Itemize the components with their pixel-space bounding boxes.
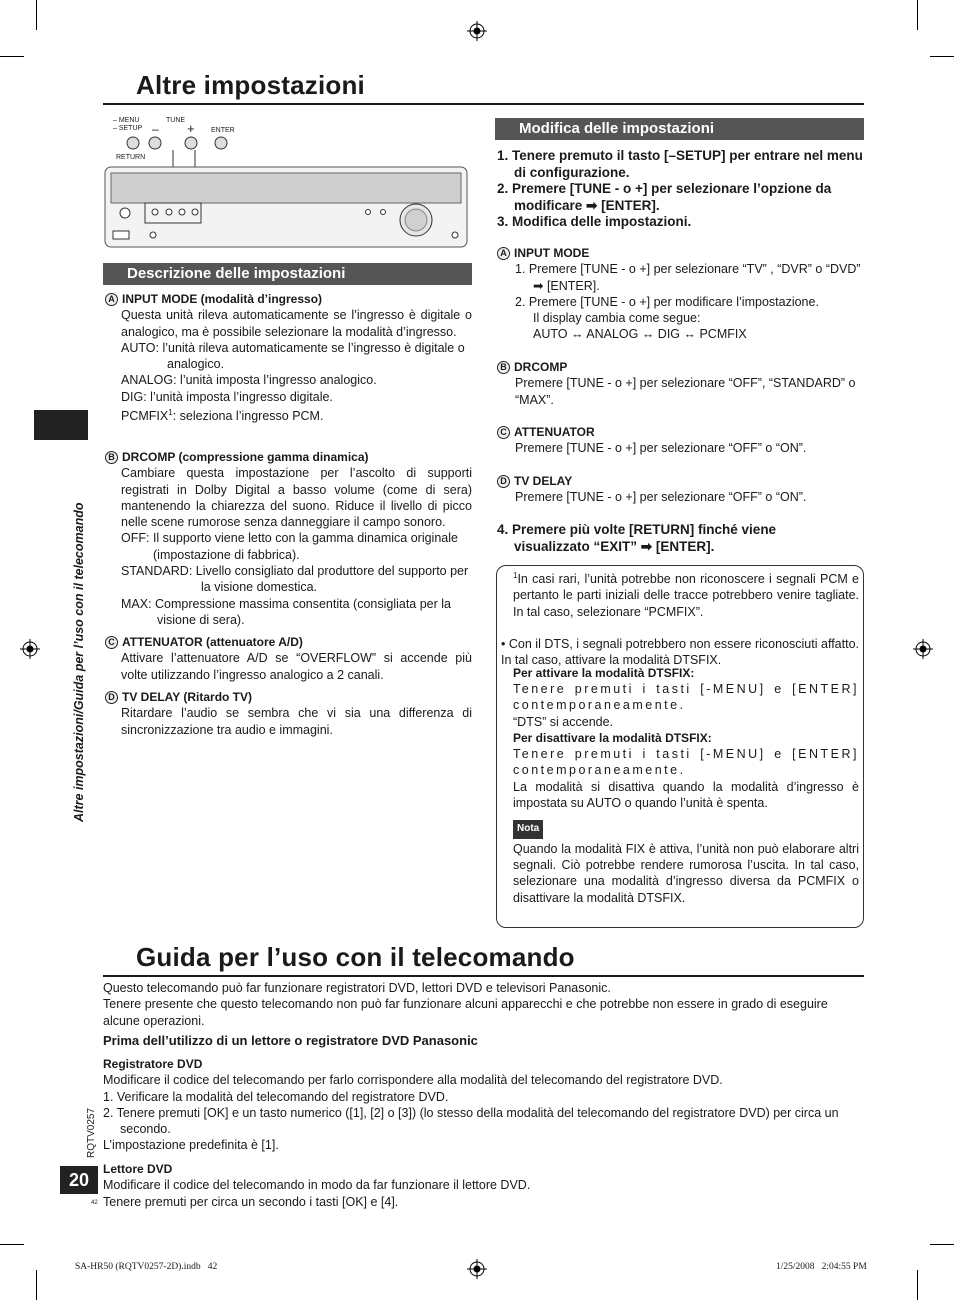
section-title: Guida per l’uso con il telecomando [136,942,575,972]
title-rule [103,975,864,977]
crop-mark [36,0,37,30]
desc-a-dig: DIG: l’unità imposta l’ingresso digitale. [121,389,333,404]
nota-label: Nota [513,820,543,838]
activate-body: Tenere premuti i tasti [-MENU] e [ENTER] contemporaneamente. [513,681,859,713]
modify-b [497,359,864,408]
desc-a [105,291,472,425]
modify-steps [497,148,864,231]
deactivate-note: La modalità si disattiva quando la modalità d’ingresso è impostata su AUTO o quando l’unità è spenta. [513,779,859,811]
activate-result: “DTS” si accende. [513,714,614,729]
footer-date: 1/25/2008 2:04:55 PM [776,1262,867,1272]
remote-subhead: Prima dell’utilizzo di un lettore o registratore DVD Panasonic [103,1033,478,1048]
desc-d [105,689,472,738]
modify-c [497,424,864,457]
desc-c [105,634,472,683]
desc-c-heading: ATTENUATOR (attenuatore A/D) [122,635,303,649]
crop-mark [930,1244,954,1245]
desc-a-pcmfix: PCMFIX$^1$: seleziona l’ingresso PCM. [121,408,324,424]
modify-step-2: 2. Premere [TUNE - o +] per selezionare l’opzione da modificare ➡ [ENTER]. [497,181,832,213]
modify-b-body: Premere [TUNE - o +] per selezionare “OFF”, “STANDARD” o “MAX”. [515,376,856,407]
panel-label-tune: TUNE [166,117,186,124]
modify-a-item-1: 1. Premere [TUNE - o +] per selezionare “TV” , “DVR” o “DVD” ➡ [ENTER]. [515,262,861,293]
modify-step-4: 4. Premere più volte [RETURN] finché viene visualizzato “EXIT” ➡ [ENTER]. [497,522,777,554]
panel-label-enter: ENTER [211,127,235,134]
modify-a-item-2: 2. Premere [TUNE - o +] per modificare l’impostazione. [515,294,819,309]
crop-mark [917,1270,918,1300]
recorder-step-2: 2. Tenere premuti [OK] e un tasto numerico ([1], [2] o [3]) (lo stesso della modalità del telecomando del registratore DVD) per circa un secondo. [103,1105,839,1137]
footnote: $^1$In casi rari, l’unità potrebbe non riconoscere i segnali PCM e pertanto le parti iniziali delle tracce potrebbero venire tagliate. In tal caso, selezionare “PCMFIX”. [513,571,859,619]
desc-a-auto: AUTO: l’unità rileva automaticamente se l’ingresso è digitale o analogico. [121,340,465,372]
desc-a-body: Questa unità rileva automaticamente se l’ingresso è digitale o analogico, ma è possibile selezionare la modalità d’ingresso. [121,308,472,339]
section-bar: Modifica delle impostazioni [495,118,864,140]
panel-label-plus: + [187,121,195,136]
side-tab [34,410,88,440]
notes-content [501,568,859,906]
player-block [103,1161,865,1210]
desc-c-body: Attivare l’attenuatore A/D se “OVERFLOW” si accende più volte utilizzando l’ingresso analogico a 2 canali. [121,651,472,682]
modify-b-heading: DRCOMP [514,360,568,374]
registration-mark-icon [467,21,487,41]
page-title: Altre impostazioni [136,70,365,100]
desc-b [105,449,472,628]
side-tab-text: Altre impostazioni/Guida per l’uso con il telecomando [72,502,86,822]
remote-intro [103,980,865,1029]
badge-a-icon: A [105,293,118,306]
modify-step-1: 1. Tenere premuto il tasto [–SETUP] per entrare nel menu di configurazione. [497,148,863,180]
doc-code: RQTV0257 [86,1107,97,1158]
panel-label-minus: – [152,122,159,136]
badge-c-icon: C [497,426,510,439]
desc-b-body: Cambiare questa impostazione per l’ascolto di supporti registrati in Dolby Digital a basso volume (come di sera) mantenendo la chiarezza del suono. Riduce il livello di picco nelle scene rumorose senza danneggiare il campo sonoro. [121,466,472,530]
remote-intro-2: Tenere presente che questo telecomando non può far funzionare alcuni apparecchi e che potrebbe non essere in grado di eseguire alcune operazioni. [103,997,828,1028]
recorder-step-1: 1. Verificare la modalità del telecomando del registratore DVD. [103,1089,449,1104]
footer-file: SA-HR50 (RQTV0257-2D).indb 42 [75,1262,218,1272]
desc-d-body: Ritardare l’audio se sembra che vi sia una differenza di sincronizzazione tra audio e immagini. [121,706,472,737]
recorder-body: Modificare il codice del telecomando per farlo corrispondere alla modalità del telecomando del registratore DVD. [103,1073,723,1088]
modify-d [497,473,864,506]
deactivate-body: Tenere premuti i tasti [-MENU] e [ENTER] contemporaneamente. [513,747,859,778]
panel-label-menu-setup: – MENU – SETUP [113,117,143,132]
modify-d-body: Premere [TUNE - o +] per selezionare “OFF” o “ON”. [515,490,807,505]
title-rule [103,103,864,105]
badge-c-icon: C [105,636,118,649]
desc-a-analog: ANALOG: l’unità imposta l’ingresso analogico. [121,373,377,388]
modify-step-3: 3. Modifica delle impostazioni. [497,214,692,229]
modify-a [497,245,864,343]
player-body-2: Tenere premuti per circa un secondo i tasti [OK] e [4]. [103,1194,399,1209]
device-front-panel-icon [103,115,473,255]
registration-mark-icon [913,639,933,659]
player-heading: Lettore DVD [103,1162,173,1176]
badge-d-icon: D [105,691,118,704]
crop-mark [36,1270,37,1300]
crop-mark [0,1244,24,1245]
nota-body: Quando la modalità FIX è attiva, l’unità non può elaborare altri segnali. Ciò potrebbe rendere rumorosa l’uscita. In tal caso, selezionare una modalità d’ingresso diversa da PCMFIX o disattivare la modalità DTSFIX. [513,841,859,905]
crop-mark [0,56,24,57]
desc-a-heading: INPUT MODE (modalità d’ingresso) [122,292,323,306]
crop-mark [930,56,954,57]
deactivate-heading: Per disattivare la modalità DTSFIX: [513,730,712,745]
crop-mark [917,0,918,30]
recorder-block [103,1056,865,1154]
remote-intro-1: Questo telecomando può far funzionare registratori DVD, lettori DVD e televisori Panasonic. [103,981,611,995]
modify-a-cycle: AUTO ↔ ANALOG ↔ DIG ↔ PCMFIX [533,327,747,342]
recorder-heading: Registratore DVD [103,1057,203,1071]
activate-heading: Per attivare la modalità DTSFIX: [513,665,695,680]
modify-a-display-note: Il display cambia come segue: [533,311,701,326]
modify-c-heading: ATTENUATOR [514,425,595,439]
registration-mark-icon [467,1259,487,1279]
badge-b-icon: B [105,451,118,464]
badge-a-icon: A [497,247,510,260]
badge-d-icon: D [497,475,510,488]
desc-b-heading: DRCOMP (compressione gamma dinamica) [122,450,369,464]
modify-d-heading: TV DELAY [514,474,573,488]
small-page-number: 42 [91,1200,98,1206]
modify-a-heading: INPUT MODE [514,246,590,260]
badge-b-icon: B [497,361,510,374]
desc-b-max: MAX: Compressione massima consentita (consigliata per la visione di sera). [121,596,451,627]
page-number: 20 [60,1166,98,1194]
panel-label-return: RETURN [116,154,146,161]
registration-mark-icon [20,639,40,659]
desc-d-heading: TV DELAY (Ritardo TV) [122,690,253,704]
modify-c-body: Premere [TUNE - o +] per selezionare “OFF” o “ON”. [515,441,807,456]
desc-b-standard: STANDARD: Livello consigliato dal produttore del supporto per la visione domestica. [121,564,469,595]
recorder-default: L’impostazione predefinita è [1]. [103,1138,279,1153]
dts-bullet: • Con il DTS, i segnali potrebbero non essere riconosciuti affatto. In tal caso, attivare la modalità DTSFIX. [501,637,859,668]
section-bar: Descrizione delle impostazioni [103,263,472,285]
player-body-1: Modificare il codice del telecomando in modo da far funzionare il lettore DVD. [103,1178,531,1193]
desc-b-off: OFF: Il supporto viene letto con la gamma dinamica originale (impostazione di fabbrica). [121,531,458,562]
